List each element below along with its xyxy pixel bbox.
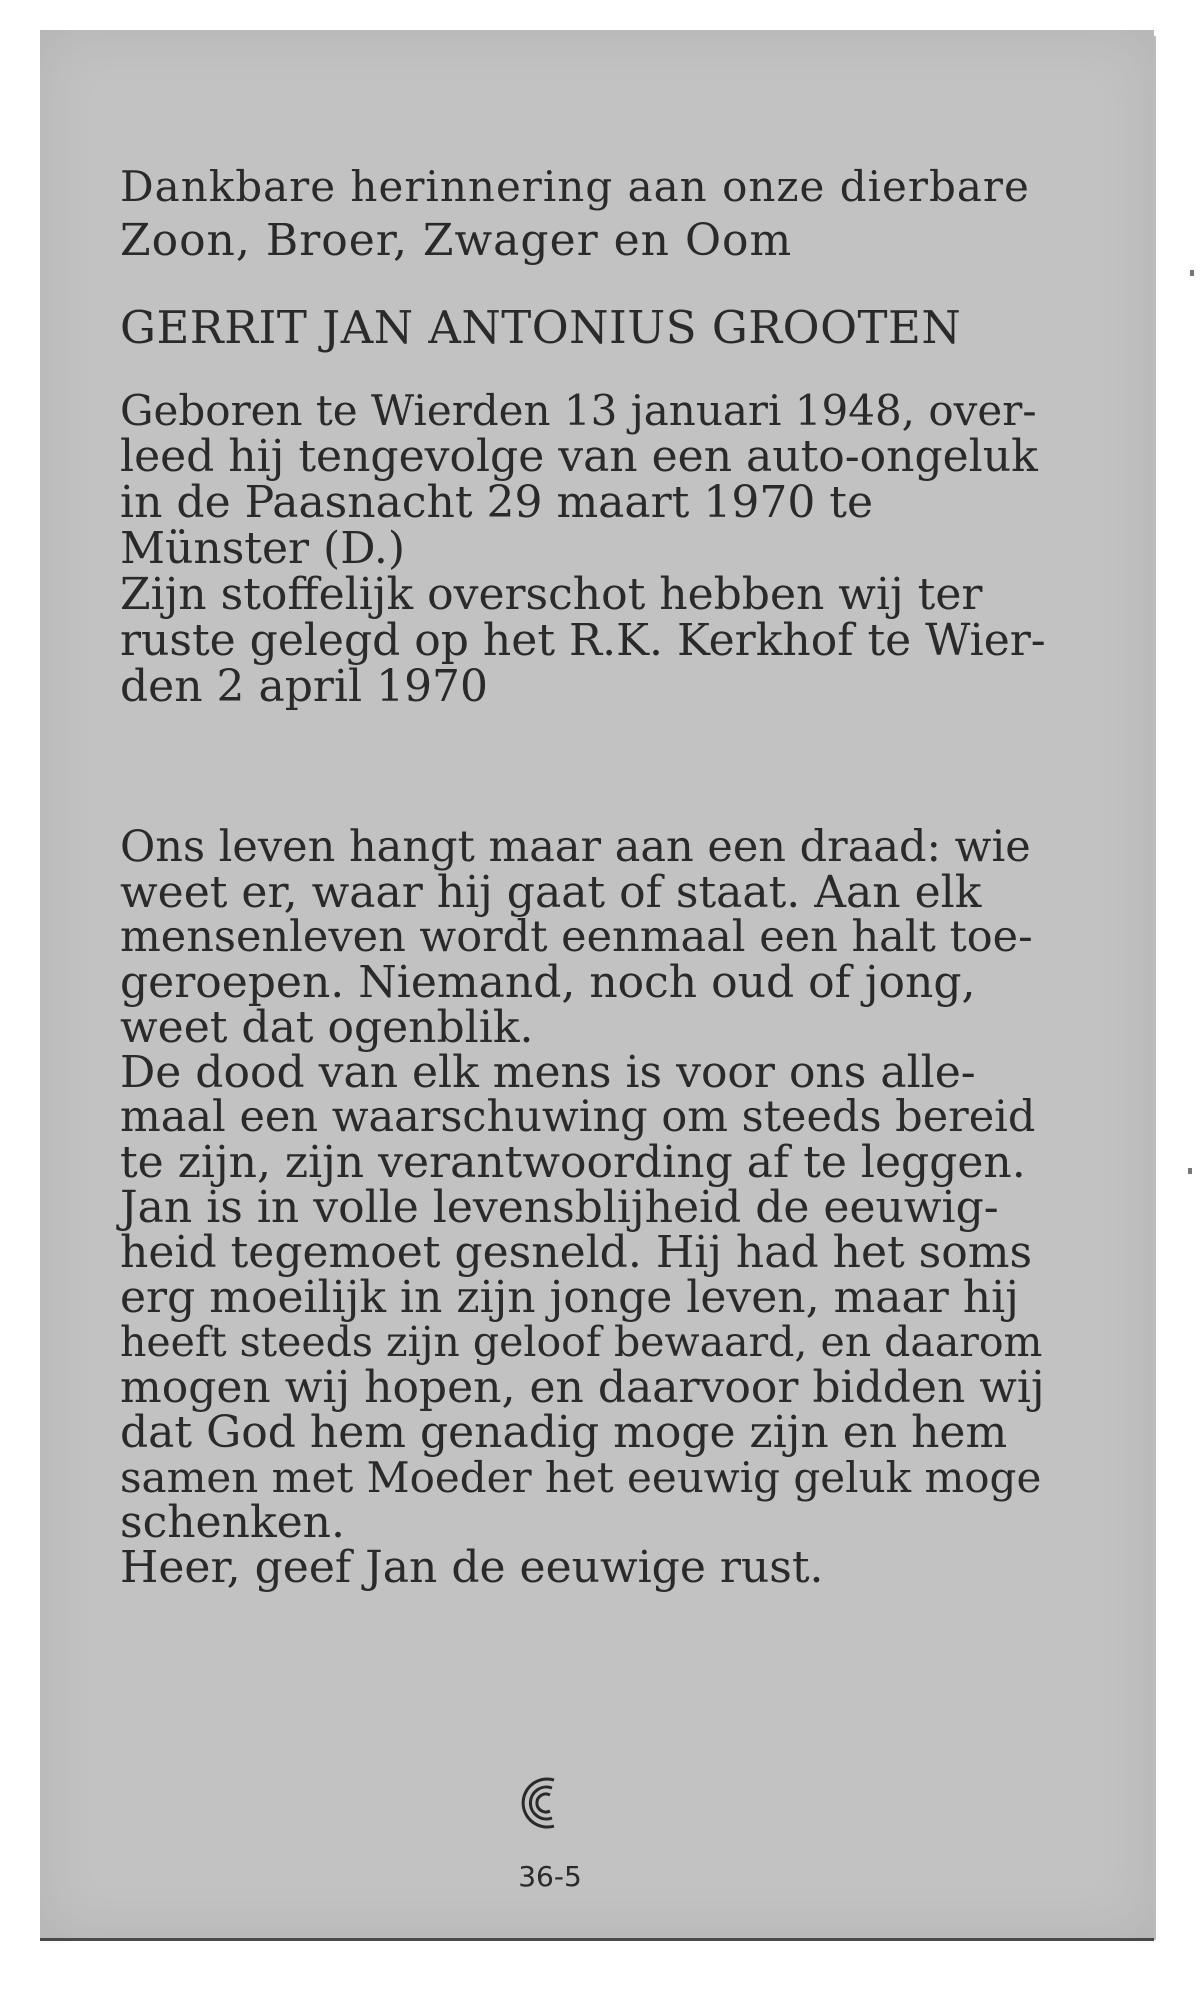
reflection-line: te zijn, zijn verantwoording af te leggen.: [120, 1137, 1026, 1188]
scan-speck: [1190, 270, 1194, 276]
reflection-line: heid tegemoet gesneld. Hij had het soms: [120, 1227, 1033, 1278]
bio-line: Münster (D.): [120, 523, 406, 574]
reflection-line: geroepen. Niemand, noch oud of jong,: [120, 957, 976, 1008]
reflection-line: schenken.: [120, 1497, 345, 1548]
reflection-line: Jan is in volle levensblijheid de eeuwig-: [120, 1182, 999, 1233]
reflection-line: weet er, waar hij gaat of staat. Aan elk: [120, 867, 982, 918]
reflection-line: maal een waarschuwing om steeds bereid: [120, 1092, 1036, 1142]
card-code: 36-5: [518, 1860, 582, 1893]
reflection-line: Ons leven hangt maar aan een draad: wie: [120, 822, 1031, 872]
bio-line: Zijn stoffelijk overschot hebben wij ter: [120, 569, 983, 620]
deceased-name: GERRIT JAN ANTONIUS GROOTEN: [120, 301, 962, 354]
intro-line-2: Zoon, Broer, Zwager en Oom: [120, 215, 793, 266]
bio-line: den 2 april 1970: [120, 661, 489, 712]
reflection-line: samen met Moeder het eeuwig geluk moge: [120, 1453, 1042, 1502]
bio-line: ruste gelegd op het R.K. Kerkhof te Wier-: [120, 615, 1046, 666]
reflection-line: weet dat ogenblik.: [120, 1002, 534, 1053]
scan-speck: [1188, 1168, 1192, 1174]
bio-line: in de Paasnacht 29 maart 1970 te: [120, 477, 874, 528]
reflection-line: dat God hem genadig moge zijn en hem: [120, 1407, 1008, 1458]
reflection-line: mensenleven wordt eenmaal een halt toe-: [120, 912, 1033, 962]
printer-logo-icon: [512, 1768, 572, 1838]
reflection-line: heeft steeds zijn geloof bewaard, en daarom: [120, 1318, 1043, 1366]
dedication-intro: [120, 160, 1040, 268]
bio-line: Geboren te Wierden 13 januari 1948, over-: [120, 386, 1037, 435]
bio-line: leed hij tengevolge van een auto-ongeluk: [120, 431, 1038, 482]
reflection-line: mogen wij hopen, en daarvoor bidden wij: [120, 1362, 1045, 1413]
reflection-line: Heer, geef Jan de eeuwige rust.: [120, 1542, 824, 1593]
intro-line-1: Dankbare herinnering aan onze dierbare: [120, 162, 1030, 211]
biography: [120, 386, 1046, 712]
reflection-text: [120, 822, 1045, 1593]
reflection-line: De dood van elk mens is voor ons alle-: [120, 1047, 976, 1098]
reflection-line: erg moeilijk in zijn jonge leven, maar hij: [120, 1272, 1019, 1323]
